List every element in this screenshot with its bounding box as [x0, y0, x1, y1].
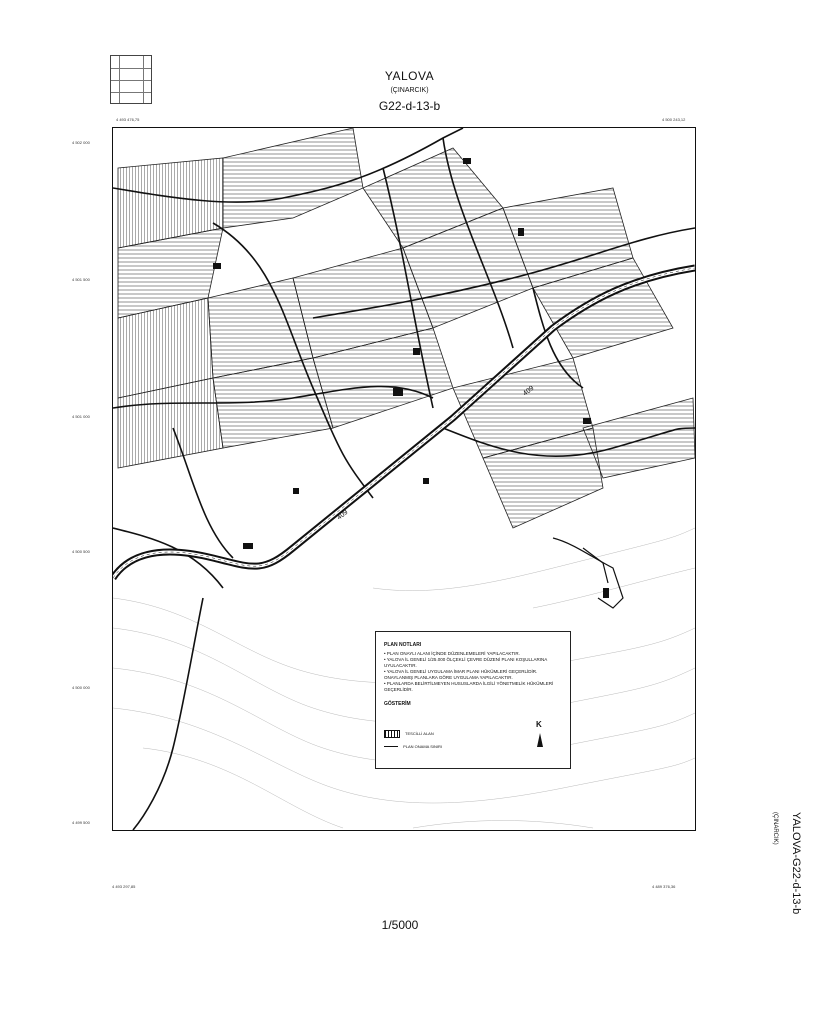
- sheet-index-grid: [110, 55, 152, 104]
- north-arrow-icon: [537, 733, 543, 747]
- coord-left-tick: 4 500 000: [72, 685, 90, 690]
- road-label-409-east: 409: [521, 384, 536, 398]
- map-subtitle: (ÇINARCIK): [390, 87, 429, 94]
- sheet-code: G22-d-13-b: [378, 99, 441, 113]
- coord-left-tick: 4 501 500: [72, 277, 90, 282]
- map-frame[interactable]: [112, 127, 696, 831]
- road-label-409-west: 409: [335, 508, 350, 522]
- coord-top-right: 4 500 243,12: [662, 117, 686, 122]
- north-label: K: [536, 720, 542, 729]
- plan-note: • PLANLARDA BELİRTİLMEYEN HUSUSLARDA İLGİLİ YÖNETMELİK HÜKÜMLERİ GEÇERLİDİR.: [384, 681, 554, 692]
- legend-title: GÖSTERİM: [384, 701, 411, 707]
- plan-notes-title: PLAN NOTLARI: [384, 642, 422, 648]
- map-scale: 1/5000: [381, 918, 419, 932]
- hatch-swatch-icon: [384, 730, 400, 738]
- side-sheet-title: YALOVA-G22-d-13-b: [790, 812, 802, 915]
- coord-bottom-right: 4 489 376,36: [652, 884, 676, 889]
- legend-item-boundary: [384, 744, 442, 750]
- legend-item-label: PLAN ONAMA SINIRI: [403, 744, 443, 749]
- plan-legend-box: [375, 631, 571, 769]
- side-sheet-subtitle: (ÇINARCIK): [772, 812, 778, 845]
- plan-note: • PLAN ONAYLI ALANI İÇİNDE DÜZENLEMELERİ YAPILACAKTIR.: [384, 651, 520, 656]
- coord-bottom-left: 4 493 297,85: [112, 884, 136, 889]
- coord-top-left: 4 493 476,75: [116, 117, 140, 122]
- coord-left-tick: 4 499 500: [72, 820, 90, 825]
- coord-left-tick: 4 500 500: [72, 549, 90, 554]
- legend-item-label: TESCİLLİ ALAN: [405, 731, 434, 737]
- coord-left-tick: 4 502 000: [72, 140, 90, 145]
- plan-note: • YALOVA İL GENELİ 1/25.000 ÖLÇEKLİ ÇEVRE DÜZENİ PLANI KOŞULLARINA UYULACAKTIR.: [384, 657, 547, 668]
- plan-note: • YALOVA İL GENELİ UYGULAMA İMAR PLANI HÜKÜMLERİ GEÇERLİDİR. ONAYLANMIŞ PLANLARA GÖRE UYGULAMA YAPILACAKTIR.: [384, 669, 538, 680]
- harbour-outline: [553, 538, 623, 608]
- boundary-line-icon: [384, 746, 398, 747]
- map-title: YALOVA: [384, 69, 435, 83]
- coord-left-tick: 4 501 000: [72, 414, 90, 419]
- built-up-areas: [118, 128, 695, 528]
- legend-item-registered: [384, 730, 434, 738]
